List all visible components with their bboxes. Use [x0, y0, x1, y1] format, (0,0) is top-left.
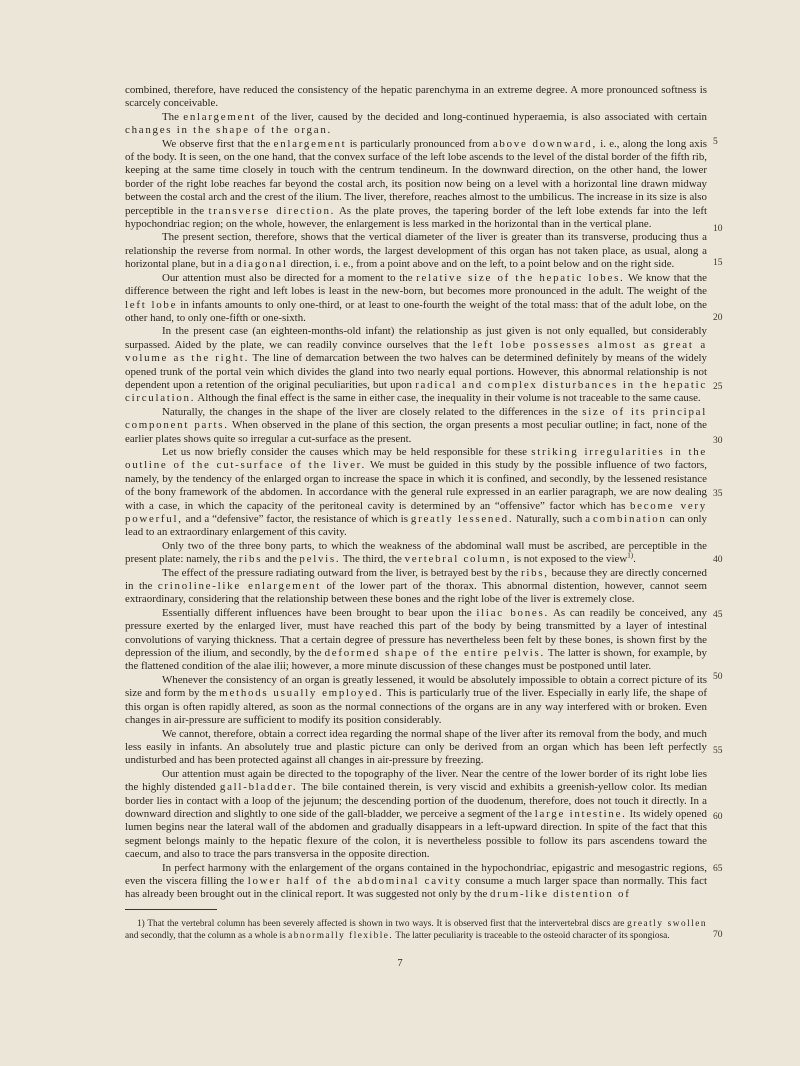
line-number: 20	[713, 313, 723, 323]
text-run: The latter is shown, for example, by the flattened condition of the alae ilii; however, a more minute discussion of these changes must be postponed until later.	[125, 647, 707, 673]
spaced-emphasis: left lobe possesses almost as great a volume as the right.	[125, 338, 707, 365]
text-run: This is particularly true of the liver. Especially in early life, the shape of this organ is often rapidly altered, as soon as the normal connections of the organs are in any way interfered with or broken. Even changes in air-pressure are sufficient to modify its position considerably.	[125, 687, 707, 727]
text-run: of the liver, caused by the decided and long-continued hyperaemia, is also associated with certain	[256, 110, 708, 123]
paragraph	[125, 728, 707, 768]
paragraph	[125, 607, 707, 674]
text-run: is not exposed to the view	[511, 553, 628, 566]
spaced-emphasis: size of its principal component parts.	[125, 405, 707, 432]
spaced-emphasis: greatly swollen	[627, 919, 707, 929]
spaced-emphasis: methods usually employed.	[219, 687, 384, 700]
spaced-emphasis: iliac bones.	[476, 606, 549, 619]
spaced-emphasis: deformed shape of the entire pelvis.	[324, 647, 546, 660]
text-run: The line of demarcation between the two halves can be determined definitely by means of the widely opened trunk of the portal vein which divides the gland into two nearly equal portions. However, this abnormal relationship is not dependent upon a retention of the original peculiarities, but upon	[125, 352, 707, 391]
text-run: Although the final effect is the same in either case, the inequality in their volume is not traceable to the same cause.	[195, 392, 701, 405]
spaced-emphasis: become very powerful,	[125, 499, 707, 525]
paragraph	[125, 446, 707, 540]
spaced-emphasis: crinoline-like enlargement	[157, 580, 321, 593]
body-text	[125, 84, 707, 902]
spaced-emphasis: left lobe	[125, 298, 178, 311]
text-run: Its widely opened lumen begins near the lateral wall of the abdomen and gradually disappears in a left-upward direction. In spite of the fact that this segment belongs mainly to the hepatic flexure of the colon, it is nevertheless possible to follow its pars ascendens toward the caecum, and also to trace the pars transversa in the opposite direction.	[125, 807, 707, 861]
text-run: The third, the	[340, 553, 405, 566]
text-run: When observed in the plane of this section, the organ presents a most peculiar outline; in fact, none of the earlier plates shows quite so irregular a cut-surface as the present.	[125, 419, 707, 445]
spaced-emphasis: enlargement	[183, 110, 257, 123]
text-run: In perfect harmony with the enlargement of the organs contained in the hypochondriac, epigastric and mesogastric regions, even the viscera filling the	[125, 861, 707, 887]
text-run: and a “defensive” factor, the resistance of which is	[182, 513, 411, 525]
text-run: We know that the difference between the right and left lobes is least in the new-born, but becomes more pronounced in the adult. The weight of the	[125, 271, 707, 298]
text-run: The present section, therefore, shows that the vertical diameter of the liver is greater than its transverse, producing thus a relationship the reverse from normal. In other words, the largest development of this organ has not taken place, as usual, along a horizontal plane, but in a	[125, 231, 707, 271]
spaced-emphasis: gall-bladder.	[219, 781, 298, 794]
text-run: The	[162, 110, 184, 123]
paragraph	[125, 138, 707, 232]
footnote	[125, 918, 707, 942]
footnote-rule	[125, 909, 217, 910]
text-run: Naturally, the changes in the shape of the liver are closely related to the differences in the	[162, 405, 583, 418]
text-run: and secondly, that the column as a whole is	[125, 931, 289, 941]
line-number: 45	[713, 610, 723, 620]
line-number: 35	[713, 489, 723, 499]
line-number: 55	[713, 746, 723, 756]
paragraph	[125, 674, 707, 728]
paragraph	[125, 406, 707, 446]
text-run: i. e., along the long axis of the body. It is seen, on the one hand, that the convex surface of the left lobe ascends to the level of the distal border of the fifth rib, keeping at the same time closely in touch with the centrum tendineum. In the downward direction, on the other hand, the lower border of the right lobe reaches far beyond the costal arch, its position now being on a level with a horizontal line drawn midway between the costal arch and the crest of the ilium. The liver, therefore, reaches almost to the umbilicus. The increase in its size is also perceptible in the	[125, 137, 707, 217]
line-number: 30	[713, 436, 723, 446]
line-number: 25	[713, 382, 723, 392]
footnote-marker: 1)	[627, 551, 634, 560]
spaced-emphasis: above downward,	[492, 137, 597, 150]
spaced-emphasis: drum-like distention of	[490, 888, 631, 901]
spaced-emphasis: relative size of the hepatic lobes.	[416, 271, 625, 284]
text-run: can only lead to an extraordinary enlargement of this cavity.	[125, 513, 707, 539]
paragraph	[125, 84, 707, 111]
spaced-emphasis: vertebral column,	[404, 553, 512, 566]
paragraph	[125, 111, 707, 138]
footnote-paragraph	[125, 918, 707, 942]
spaced-emphasis: greatly lessened.	[410, 513, 514, 525]
text-run: The latter peculiarity is traceable to the osteoid character of its spongiosa.	[393, 931, 670, 941]
text-run: Let us now briefly consider the causes which may be held responsible for these	[162, 445, 532, 458]
text-run: is particularly pronounced from	[346, 137, 493, 150]
text-run: In the present case (an eighteen-months-old infant) the relationship as just given is not only equalled, but considerably surpassed. Aided by the plate, we can readily convince ourselves that the	[125, 325, 707, 351]
spaced-emphasis: combination	[593, 513, 667, 525]
text-run: 1) That the vertebral column has been severely affected is shown in two ways. It is observed first that the intervertebral discs are	[137, 919, 628, 929]
text-run: As can readily be conceived, any pressure exerted by the enlarged liver, must have reached this part of the body by being transmitted by a layer of intestinal convolutions of varying thickness. That a certain degree of pressure has nevertheless been felt by these bones, is shown first by the depression of the ilium, and secondly, by the	[125, 606, 707, 660]
spaced-emphasis: pelvis.	[299, 553, 341, 566]
paragraph	[125, 567, 707, 607]
line-number: 10	[713, 224, 723, 234]
spaced-emphasis: transverse direction.	[208, 204, 336, 217]
paragraph	[125, 272, 707, 326]
text-run: because they are directly concerned in the	[125, 566, 707, 593]
line-number: 5	[713, 137, 718, 147]
page-number: 7	[397, 958, 403, 969]
text-run: direction, i. e., from a point above and on the left, to a point below and on the right side.	[287, 258, 675, 271]
text-run: .	[633, 553, 636, 566]
line-number: 15	[713, 258, 723, 268]
text-run: We cannot, therefore, obtain a correct idea regarding the normal shape of the liver after its removal from the body, and much less easily in infants. An absolutely true and plastic picture can only be derived from an organ which has been left perfectly undisturbed and has been protected against all changes in air-pressure by freezing.	[125, 727, 707, 767]
paragraph	[125, 768, 707, 862]
spaced-emphasis: ribs,	[520, 566, 549, 579]
paragraph	[125, 325, 707, 405]
line-number: 70	[713, 930, 723, 940]
line-number: 60	[713, 812, 723, 822]
text-run: in infants amounts to only one-third, or at least to one-fourth the weight of the total mass: that of the adult lobe, on the other hand, to only one-fifth or one-sixth.	[125, 298, 707, 324]
text-run: Essentially different influences have been brought to bear upon the	[162, 606, 477, 619]
text-run: As the plate proves, the tapering border of the left lobe extends far into the left hypochondriac region; on the whole, however, the enlargement is less marked in the horizontal than in the vertical plane.	[125, 204, 707, 231]
text-run: Only two of the three bony parts, to which the weakness of the abdominal wall must be ascribed, are perceptible in the present plate: namely, the	[125, 539, 707, 566]
text-run: We must be guided in this study by the possible influence of two factors, namely, by the tendency of the enlarged organ to increase the space in which it is confined, and secondly, by the lessened resistance of the bony framework of the abdomen. In accordance with the general rule expressed in an earlier paragraph, we are now dealing with a case, in which the capacity of the peritoneal cavity is determined by an “offensive” factor which has	[125, 459, 707, 512]
spaced-emphasis: changes in the shape of the organ.	[125, 124, 332, 137]
paragraph	[125, 231, 707, 271]
line-number: 50	[713, 672, 723, 682]
spaced-emphasis: large intestine.	[534, 807, 627, 820]
spaced-emphasis: ribs	[238, 553, 263, 566]
text-run: and the	[262, 553, 300, 566]
text-run: combined, therefore, have reduced the consistency of the hepatic parenchyma in an extreme degree. A more pronounced softness is scarcely conceivable.	[125, 84, 707, 110]
text-run: The effect of the pressure radiating outward from the liver, is betrayed best by the	[162, 566, 521, 579]
line-number: 40	[713, 555, 723, 565]
text-run: Naturally, such a	[513, 513, 593, 525]
text-run: The bile contained therein, is very viscid and exhibits a greenish-yellow color. Its median border lies in contact with a loop of the jejunum; the descending portion of the duodenum, therefore, does not touch it directly. In a downward direction and slightly to one side of the gall-bladder, we perceive a segment of the	[125, 781, 707, 820]
text-run: Our attention must again be directed to the topography of the liver. Near the centre of the lower border of its right lobe lies the highly distended	[125, 767, 707, 794]
spaced-emphasis: enlargement	[273, 137, 347, 150]
spaced-emphasis: lower half of the abdominal cavity	[247, 874, 462, 887]
text-run: Whenever the consistency of an organ is greatly lessened, it would be absolutely impossible to obtain a correct picture of its size and form by the	[125, 673, 707, 700]
text-run: of the lower part of the thorax. This abnormal distention, however, cannot seem extraordinary, considering that the relationship between these bones and the right lobe of the liver is extremely close.	[125, 580, 707, 606]
paragraph	[125, 540, 707, 567]
spaced-emphasis: striking irregularities in the outline of the cut-surface of the liver.	[125, 445, 707, 472]
paragraph	[125, 862, 707, 902]
line-number: 65	[713, 864, 723, 874]
text-run: consume a much larger space than normally. This fact has already been brought out in the clinical report. It was suggested not only by the	[125, 874, 707, 901]
text-run: We observe first that the	[162, 137, 274, 150]
spaced-emphasis: radical and complex disturbances in the hepatic circulation.	[125, 378, 707, 405]
text-run: Our attention must also be directed for a moment to the	[162, 271, 417, 284]
spaced-emphasis: abnormally flexible.	[288, 931, 394, 941]
spaced-emphasis: diagonal	[236, 258, 288, 271]
